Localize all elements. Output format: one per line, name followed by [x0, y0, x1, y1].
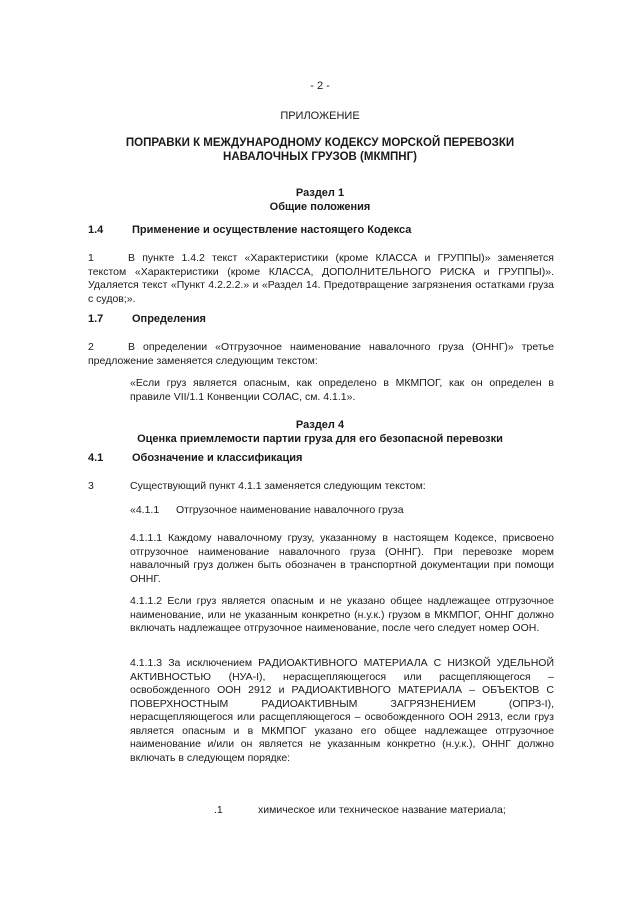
document-title — [110, 136, 530, 164]
section-1-heading — [0, 186, 640, 214]
subsection-4-1-1-title: Отгрузочное наименование навалочного груза — [176, 504, 404, 516]
list-item-1-text: химическое или техническое название материала; — [258, 804, 506, 816]
subsection-4-1-1-1: 4.1.1.1 Каждому навалочному грузу, указанному в настоящем Кодексе, присвоено отгрузочное наименование навалочного груза (ОННГ). При перевозке морем навалочный груз должен быть обозначен в транспортной документации при помощи ОННГ. — [130, 532, 554, 585]
heading-1-7-number: 1.7 — [88, 313, 104, 325]
document-title-line-2: НАВАЛОЧНЫХ ГРУЗОВ (МКМПНГ) — [223, 151, 417, 163]
paragraph-1-number: 1 — [88, 252, 94, 264]
heading-1-7-text: Определения — [132, 313, 206, 325]
section-1-subtitle: Общие положения — [269, 201, 371, 213]
section-4-heading — [0, 418, 640, 446]
section-1-title: Раздел 1 — [295, 187, 345, 199]
quote-text: «Если груз является опасным, как определено в МКМПОГ, как он определен в правиле VII/1.1 Конвенции СОЛАС, см. 4.1.1». — [130, 377, 554, 403]
section-4-title: Раздел 4 — [295, 419, 345, 431]
paragraph-1 — [88, 252, 554, 306]
paragraph-2-text: В определении «Отгрузочное наименование навалочного груза (ОННГ)» третье предложение заменяется следующим текстом: — [88, 341, 554, 367]
paragraph-2 — [88, 341, 554, 368]
heading-1-4-text: Применение и осуществление настоящего Кодекса — [132, 224, 412, 236]
appendix-label: ПРИЛОЖЕНИЕ — [280, 110, 360, 122]
subsection-4-1-1-2: 4.1.1.2 Если груз является опасным и не указано общее надлежащее отгрузочное наименование, или не указанным конкретно (н.у.к.) грузом в МКМПОГ, ОННГ должно включать надлежащее отгрузочное наименование, после чего следует номер ООН. — [130, 595, 554, 634]
subsection-4-1-1-3: 4.1.1.3 За исключением РАДИОАКТИВНОГО МАТЕРИАЛА С НИЗКОЙ УДЕЛЬНОЙ АКТИВНОСТЬЮ (НУА-I), нерасщепляющегося или расщепляющегося – освобожденного ООН 2912 и РАДИОАКТИВНОГО МАТЕРИАЛА – ОБЪЕКТОВ С ПОВЕРХНОСТНЫМ РАДИОАКТИВНЫМ ЗАГРЯЗНЕНИЕМ (ОПРЗ-I), нерасщепляющегося или расщепляющегося – освобожденного ООН 2913, если груз является опасным и в МКМПОГ указано его общее надлежащее отгрузочное наименование и/или он является не указанным конкретно (н.у.к.), ОННГ должно включать в следующем порядке: — [130, 657, 554, 764]
heading-4-1-number: 4.1 — [88, 452, 104, 464]
page-number: - 2 - — [310, 80, 330, 92]
section-4-subtitle: Оценка приемлемости партии груза для его безопасной перевозки — [137, 433, 503, 445]
heading-4-1-text: Обозначение и классификация — [132, 452, 303, 464]
heading-1-4-number: 1.4 — [88, 224, 104, 236]
subsection-4-1-1-number: «4.1.1 — [130, 504, 160, 516]
paragraph-2-number: 2 — [88, 341, 94, 353]
paragraph-1-text: В пункте 1.4.2 текст «Характеристики (кроме КЛАССА и ГРУППЫ)» заменяется текстом «Характеристики (кроме КЛАССА, ДОПОЛНИТЕЛЬНОГО РИСКА и ГРУППЫ)». Удаляется текст «Пункт 4.2.2.2.» и «Раздел 14. Предотвращение загрязнения остатками груза с судов;». — [88, 252, 554, 305]
document-title-line-1: ПОПРАВКИ К МЕЖДУНАРОДНОМУ КОДЕКСУ МОРСКОЙ ПЕРЕВОЗКИ — [125, 137, 515, 149]
paragraph-3-number: 3 — [88, 480, 94, 492]
paragraph-3-text: Существующий пункт 4.1.1 заменяется следующим текстом: — [130, 480, 426, 492]
list-item-1-number: .1 — [214, 804, 223, 816]
